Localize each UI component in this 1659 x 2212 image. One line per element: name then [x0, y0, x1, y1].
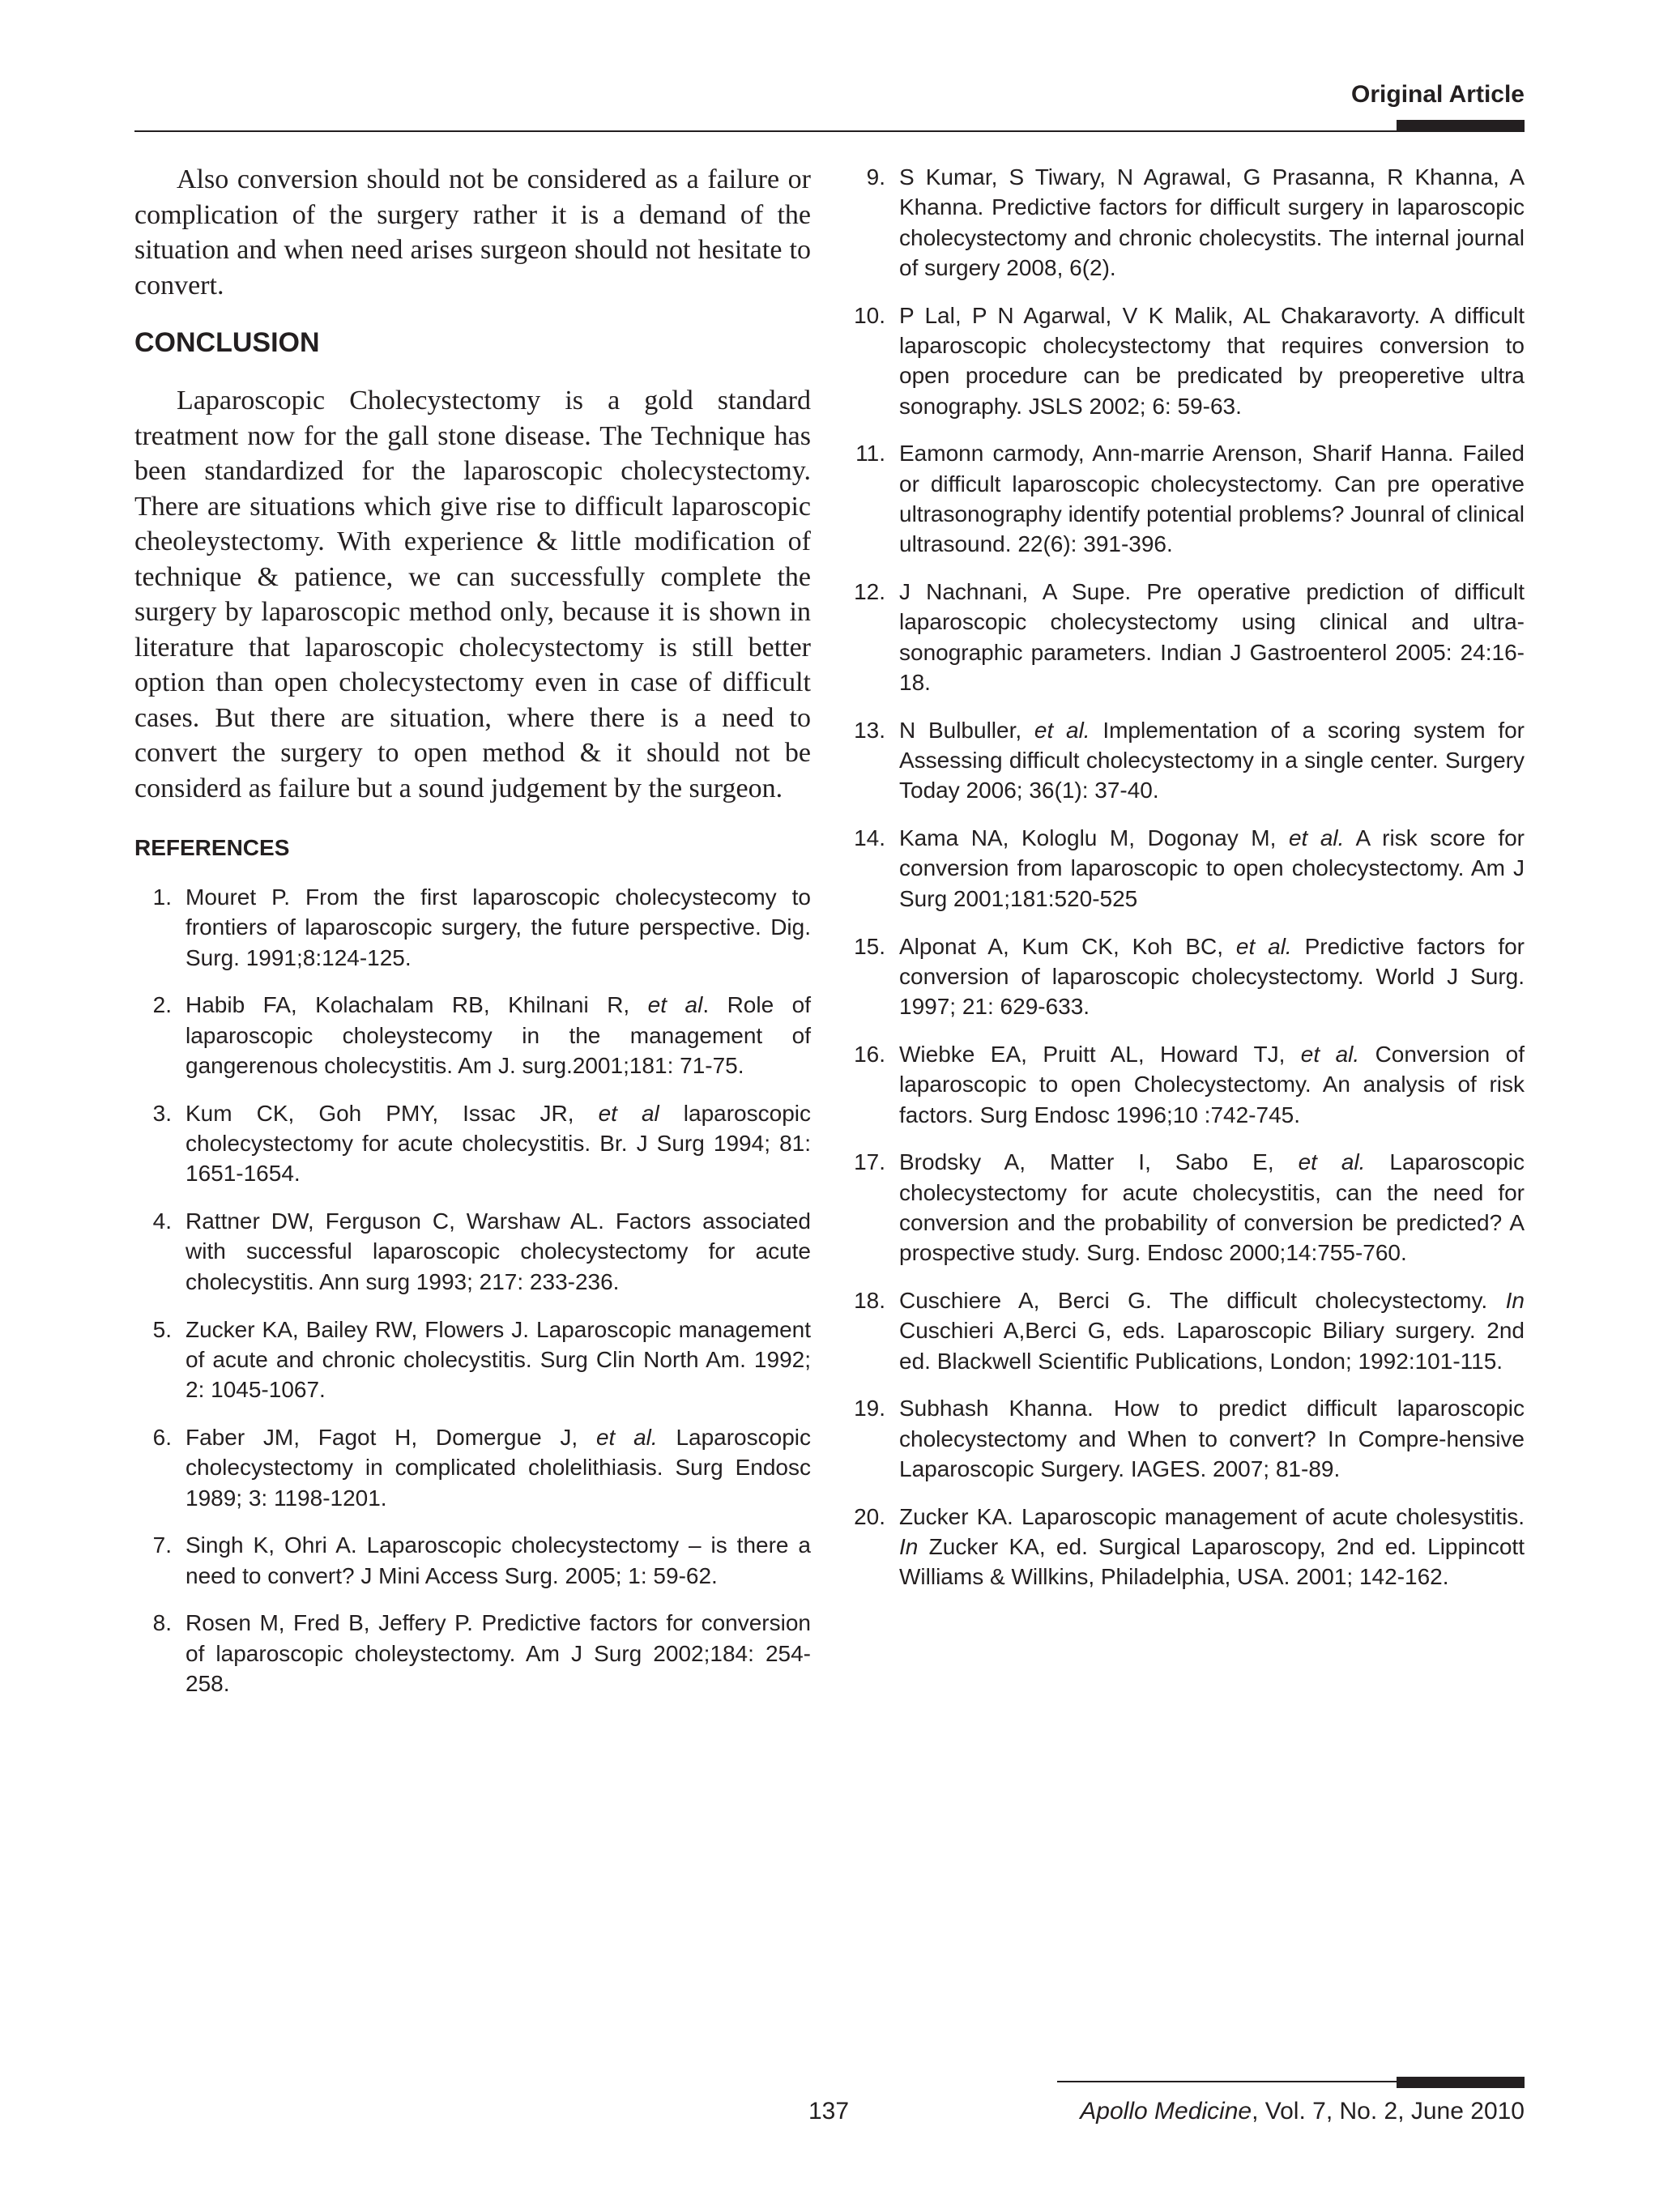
reference-number: 16. [854, 1041, 885, 1067]
reference-italic: In [899, 1534, 919, 1560]
reference-text: Faber JM, Fagot H, Domergue J, [186, 1424, 596, 1450]
reference-number: 6. [152, 1424, 172, 1450]
reference-text: Subhash Khanna. How to predict difficult laparoscopic cholecystectomy and When to convert? In Compre-hensive Laparoscopic Surgery. IAGES. 2007; 81-89. [899, 1396, 1525, 1481]
reference-italic: et al [647, 992, 703, 1018]
journal-issue: , Vol. 7, No. 2, June 2010 [1252, 2098, 1525, 2125]
reference-item [134, 1098, 811, 1189]
reference-text: Brodsky A, Matter I, Sabo E, [899, 1149, 1299, 1175]
reference-item [848, 438, 1525, 559]
references-heading: REFERENCES [134, 835, 290, 860]
reference-number: 12. [854, 579, 885, 605]
reference-text: Zucker KA, ed. Surgical Laparoscopy, 2nd ed. Lippincott Williams & Willkins, Philadelphia, USA. 2001; 142-162. [899, 1534, 1525, 1590]
reference-text: Laparoscopic cholecystectomy in complicated cholelithiasis. Surg Endosc 1989; 3: 1198-1201. [186, 1424, 811, 1511]
reference-number: 7. [152, 1532, 172, 1558]
reference-item [848, 1285, 1525, 1376]
reference-text: Mouret P. From the first laparoscopic cholecystecomy to frontiers of laparoscopic surgery, the future perspective. Dig. Surg. 1991;8:124-125. [186, 884, 811, 970]
reference-text: Conversion of laparoscopic to open Cholecystectomy. An analysis of risk factors. Surg Endosc 1996;10 :742-745. [899, 1041, 1525, 1127]
reference-italic: et al. [1298, 1149, 1366, 1175]
reference-item [848, 715, 1525, 806]
header-accent-bar [1397, 120, 1525, 131]
footer-rule [1057, 2081, 1525, 2082]
reference-item [848, 1393, 1525, 1484]
reference-number: 14. [854, 825, 885, 851]
reference-item [848, 577, 1525, 697]
reference-number: 17. [854, 1149, 885, 1175]
reference-italic: et al. [1235, 933, 1292, 959]
reference-number: 1. [152, 884, 172, 910]
reference-text: Cuschieri A,Berci G, eds. Laparoscopic Biliary surgery. 2nd ed. Blackwell Scientific Publications, London; 1992:101-115. [899, 1318, 1525, 1374]
reference-item [848, 823, 1525, 914]
reference-number: 4. [152, 1208, 172, 1234]
reference-text: Implementation of a scoring system for Assessing difficult cholecystectomy in a single center. Surgery Today 2006; 36(1): 37-40. [899, 717, 1525, 803]
reference-item [848, 931, 1525, 1022]
reference-italic: In [1505, 1288, 1525, 1313]
footer-accent-bar [1397, 2077, 1525, 2088]
reference-text: Eamonn carmody, Ann-marrie Arenson, Sharif Hanna. Failed or difficult laparoscopic cholecystectomy. Can pre operative ultrasonography identify potential problems? Jounral of clinical ultrasound. 22(6): 391-396. [899, 441, 1525, 557]
journal-name: Apollo Medicine [1080, 2098, 1252, 2125]
right-column [848, 162, 1525, 1609]
reference-text: J Nachnani, A Supe. Pre operative prediction of difficult laparoscopic cholecystectomy using clinical and ultra-sonographic parameters. Indian J Gastroenterol 2005: 24:16-18. [899, 579, 1525, 695]
reference-italic: et al. [595, 1424, 658, 1450]
reference-text: Singh K, Ohri A. Laparoscopic cholecystectomy – is there a need to convert? J Mini Access Surg. 2005; 1: 59-62. [186, 1532, 811, 1588]
reference-italic: et al. [1300, 1041, 1360, 1067]
conclusion-heading: CONCLUSION [134, 327, 320, 358]
reference-text: A risk score for conversion from laparoscopic to open cholecystectomy. Am J Surg 2001;181:520-525 [899, 825, 1525, 911]
reference-text: Predictive factors for conversion of laparoscopic cholecystectomy. World J Surg. 1997; 21: 629-633. [899, 933, 1525, 1020]
body-paragraph: Also conversion should not be considered as a failure or complication of the surgery rather it is a demand of the situation and when need arises surgeon should not hesitate to convert. [134, 164, 811, 300]
reference-item [134, 990, 811, 1080]
reference-italic: et al [598, 1100, 659, 1126]
reference-item [848, 1039, 1525, 1130]
reference-item [134, 1530, 811, 1591]
reference-text: Rosen M, Fred B, Jeffery P. Predictive factors for conversion of laparoscopic choleystectomy. Am J Surg 2002;184: 254-258. [186, 1610, 811, 1697]
reference-item [134, 1422, 811, 1513]
reference-item [848, 1502, 1525, 1592]
reference-text: N Bulbuller, [899, 717, 1034, 743]
reference-text: Zucker KA, Bailey RW, Flowers J. Laparoscopic management of acute and chronic cholecystitis. Surg Clin North Am. 1992; 2: 1045-1067. [186, 1316, 811, 1403]
reference-item [134, 1608, 811, 1698]
reference-text: Kama NA, Kologlu M, Dogonay M, [899, 825, 1289, 851]
reference-italic: et al. [1288, 825, 1345, 851]
conclusion-text: Laparoscopic Cholecystectomy is a gold standard treatment now for the gall stone disease. The Technique has been standardized for the laparoscopic cholecystectomy. There are situations which give rise to difficult laparoscopic cheoleystectomy. With experience & little modification of technique & patience, we can successfully complete the surgery by laparoscopic method only, because it is shown in literature that laparoscopic cholecystectomy is still better option than open cholecystectomy even in case of difficult cases. But there are situation, where there is a need to convert the surgery to open method & it should not be considerd as failure but a sound judgement by the surgeon. [134, 386, 811, 803]
reference-item [848, 162, 1525, 283]
reference-number: 8. [152, 1610, 172, 1636]
reference-text: . Role of laparoscopic choleystecomy in the management of gangerenous cholecystitis. Am J. surg.2001;181: 71-75. [186, 992, 811, 1078]
reference-number: 10. [854, 302, 885, 328]
reference-item [134, 882, 811, 973]
reference-number: 2. [152, 992, 172, 1018]
reference-text: Zucker KA. Laparoscopic management of acute cholesystitis. [899, 1503, 1525, 1529]
reference-item [134, 1206, 811, 1297]
reference-text: P Lal, P N Agarwal, V K Malik, AL Chakaravorty. A difficult laparoscopic cholecystectomy that requires conversion to open procedure can be predicated by preoperetive ultra sonography. JSLS 2002; 6: 59-63. [899, 302, 1525, 419]
page-number: 137 [808, 2098, 850, 2125]
section-label: Original Article [1351, 81, 1525, 108]
reference-text: laparoscopic cholecystectomy for acute cholecystitis. Br. J Surg 1994; 81: 1651-1654. [186, 1100, 811, 1187]
reference-number: 19. [854, 1396, 885, 1421]
reference-text: Alponat A, Kum CK, Koh BC, [899, 933, 1236, 959]
reference-number: 13. [854, 717, 885, 743]
reference-number: 3. [152, 1100, 172, 1126]
reference-text: Habib FA, Kolachalam RB, Khilnani R, [186, 992, 648, 1018]
reference-item [134, 1315, 811, 1405]
reference-number: 15. [854, 933, 885, 959]
reference-item [848, 1147, 1525, 1268]
reference-italic: et al. [1034, 717, 1090, 743]
reference-text: Rattner DW, Ferguson C, Warshaw AL. Factors associated with successful laparoscopic cholecystectomy for acute cholecystitis. Ann surg 1993; 217: 233-236. [186, 1208, 811, 1294]
reference-number: 11. [855, 441, 885, 467]
reference-text: Wiebke EA, Pruitt AL, Howard TJ, [899, 1041, 1301, 1067]
reference-number: 18. [854, 1288, 885, 1313]
reference-number: 5. [152, 1316, 172, 1342]
reference-text: S Kumar, S Tiwary, N Agrawal, G Prasanna, R Khanna, A Khanna. Predictive factors for difficult surgery in laparoscopic cholecystectomy and chronic cholecystits. The internal journal of surgery 2008, 6(2). [899, 164, 1525, 280]
reference-number: 20. [854, 1503, 885, 1529]
journal-citation [1080, 2098, 1525, 2125]
reference-text: Laparoscopic cholecystectomy for acute cholecystitis, can the need for conversion and the probability of conversion be predicted? A prospective study. Surg. Endosc 2000;14:755-760. [899, 1149, 1525, 1266]
reference-list [134, 882, 811, 1698]
left-column [134, 162, 811, 1716]
reference-text: Kum CK, Goh PMY, Issac JR, [186, 1100, 599, 1126]
reference-list [848, 162, 1525, 1592]
reference-number: 9. [866, 164, 885, 190]
header-rule [134, 130, 1525, 132]
reference-item [848, 300, 1525, 421]
reference-text: Cuschiere A, Berci G. The difficult cholecystectomy. [899, 1288, 1506, 1313]
